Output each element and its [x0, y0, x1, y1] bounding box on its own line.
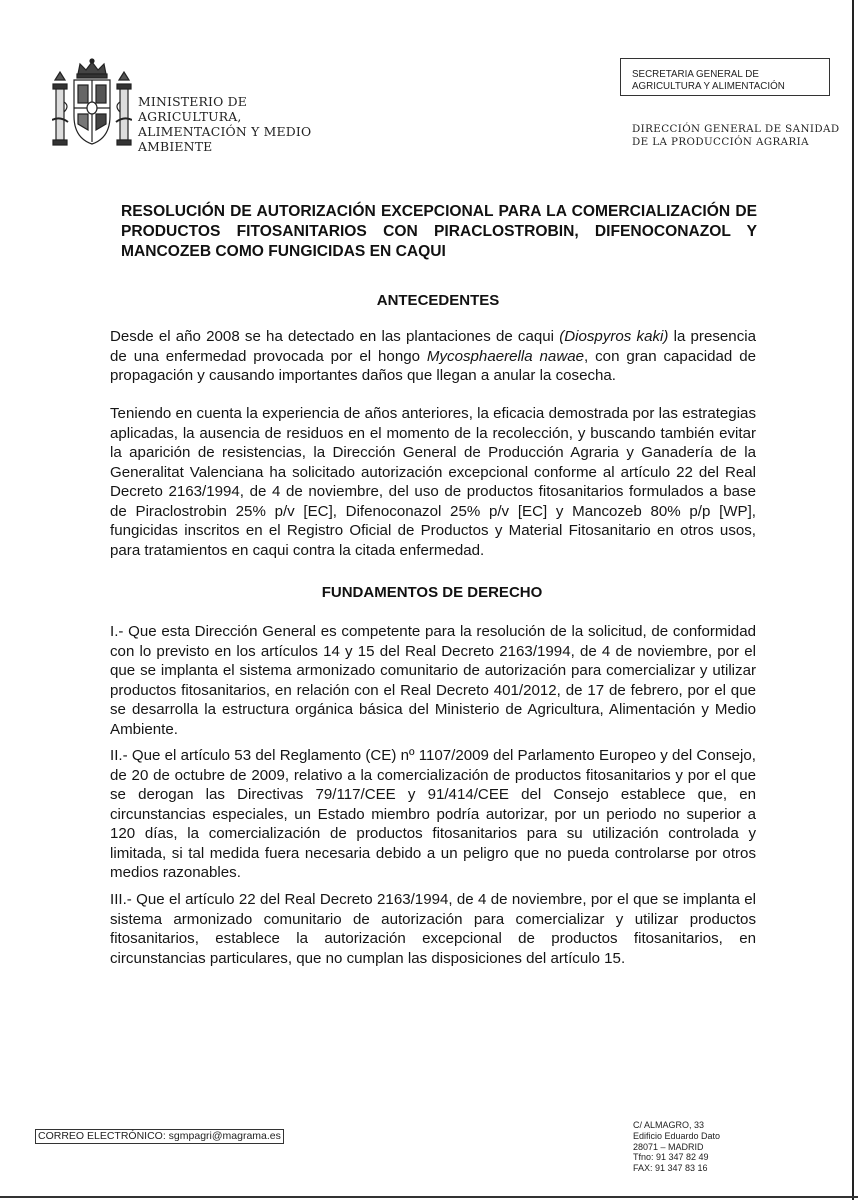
scientific-name: (Diospyros kaki): [559, 328, 669, 345]
direccion-general: [632, 123, 839, 149]
ministry-line: AGRICULTURA,: [138, 109, 242, 124]
antecedentes-paragraph-2: Teniendo en cuenta la experiencia de años anteriores, la eficacia demostrada por las estrategias aplicadas, la ausencia de residuos en el momento de la recolección, y buscando también evitar la aparición de resistencias, la Dirección General de Producción Agraria y Ganadería de la Generalitat Valenciana ha solicitado autorización excepcional conforme al artículo 22 del Real Decreto 2163/1994, de 4 de noviembre, del uso de productos fitosanitarios formulados a base de Piraclostrobin 25% p/v [EC], Difenoconazol 25% p/v [EC] y Mancozeb 80% p/p [WP], fungicidas inscritos en el Registro Oficial de Productos y Material Fitosanitario en otros usos, para tratamientos en caqui contra la citada enfermedad.: [110, 405, 756, 559]
fundamento-3: III.- Que el artículo 22 del Real Decreto 2163/1994, de 4 de noviembre, por el que se implanta el sistema armonizado comunitario de autorización para comercializar y utilizar productos fitosanitarios, establece la autorización excepcional de productos fitosanitarios, en circunstancias particulares, que no cumplan las disposiciones del artículo 15.: [110, 891, 756, 967]
scientific-name: Mycosphaerella nawae: [426, 347, 585, 365]
secretaria-box: [620, 58, 830, 96]
heading-fundamentos: FUNDAMENTOS DE DERECHO: [321, 584, 543, 601]
footer-email: CORREO ELECTRÓNICO: sgmpagri@magrama.es: [35, 1129, 284, 1144]
address-line: C/ ALMAGRO, 33: [633, 1120, 705, 1130]
secretaria-line: AGRICULTURA Y ALIMENTACIÓN: [632, 80, 785, 92]
address-line: FAX: 91 347 83 16: [633, 1163, 708, 1174]
address-line: 28071 – MADRID: [633, 1141, 704, 1152]
direccion-line: DIRECCIÓN GENERAL DE SANIDAD: [632, 123, 840, 135]
fundamento-1: I.- Que esta Dirección General es competente para la resolución de la solicitud, de conformidad con lo previsto en los artículos 14 y 15 del Real Decreto 2163/1994, de 4 de noviembre, por el que se implanta el sistema armonizado comunitario de autorización para comercializar y utilizar productos fitosanitarios, en relación con el Real Decreto 401/2012, de 17 de febrero, por el que se desarrolla la estructura orgánica básica del Ministerio de Agricultura, Alimentación y Medio Ambiente.: [110, 623, 756, 738]
coat-of-arms-icon: [52, 58, 132, 154]
antecedentes-paragraph-1: [110, 327, 756, 386]
text-run: , con gran capacidad de propagación y causando importantes daños que llegan a anular la cosecha.: [110, 347, 757, 384]
text-run: Desde el año 2008 se ha detectado en las plantaciones de caqui: [110, 328, 560, 345]
ministry-line: ALIMENTACIÓN Y MEDIO: [138, 124, 312, 139]
address-line: Tfno: 91 347 82 49: [633, 1152, 709, 1163]
address-line: Edificio Eduardo Dato: [633, 1130, 721, 1141]
ministry-line: AMBIENTE: [138, 139, 213, 154]
ministry-line: MINISTERIO DE: [138, 94, 248, 109]
footer-address: [633, 1120, 720, 1174]
direccion-line: DE LA PRODUCCIÓN AGRARIA: [632, 136, 809, 148]
document-title: RESOLUCIÓN DE AUTORIZACIÓN EXCEPCIONAL PARA LA COMERCIALIZACIÓN DE PRODUCTOS FITOSANITARIOS CON PIRACLOSTROBIN, DIFENOCONAZOL Y MANCOZEB COMO FUNGICIDAS EN CAQUI: [121, 203, 757, 260]
text-run: la presencia de una enfermedad provocada por el hongo: [110, 328, 756, 365]
ministry-name: [138, 94, 311, 154]
scan-edge-bottom: [0, 1196, 858, 1198]
heading-antecedentes: ANTECEDENTES: [376, 292, 500, 309]
secretaria-line: SECRETARIA GENERAL DE: [632, 69, 759, 80]
fundamento-2: II.- Que el artículo 53 del Reglamento (CE) nº 1107/2009 del Parlamento Europeo y del Consejo, de 20 de octubre de 2009, relativo a la comercialización de productos fitosanitarios y por el que se derogan las Directivas 79/117/CEE y 91/414/CEE del Consejo establece que, en circunstancias especiales, un Estado miembro podría autorizar, por un periodo no superior a 120 días, la comercialización de productos fitosanitarios para su utilización controlada y limitada, si tal medida fuera necesaria debido a un peligro que no pueda controlarse por otros medios razonables.: [110, 747, 756, 881]
